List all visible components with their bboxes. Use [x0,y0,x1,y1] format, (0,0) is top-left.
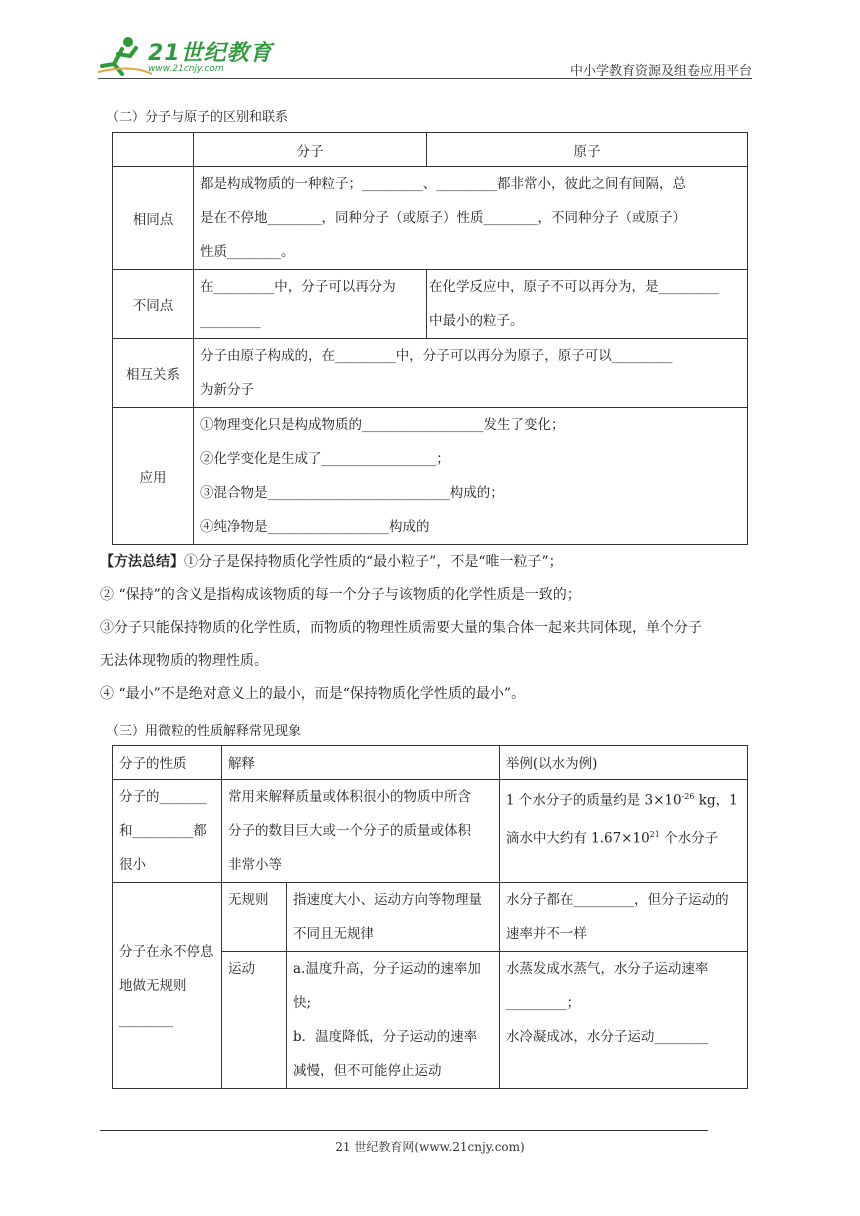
method-text: ①分子是保持物质化学性质的“最小粒子”，不是“唯一粒子”； [184,554,563,570]
particle-properties-table [112,745,748,1089]
row-diff-label: 不同点 [113,270,194,339]
row2-sub1-example [499,883,747,952]
row2-property-line: 地做无规则 [119,977,187,994]
row-application-label: 应用 [113,408,194,545]
header-divider [98,78,752,79]
logo-url: www.21cnjy.com [148,64,224,74]
method-line-3a: ③分子只能保持物质的化学性质，而物质的物理性质需要大量的集合体一起来共同体现，单个分子 [100,620,702,636]
row1-property-line: 分子的_______ [119,789,207,805]
row-relation-line: 为新分子 [200,382,254,398]
row2-property [113,883,222,1089]
page-header [0,0,860,90]
row2-sub2-expl-line: a.温度升高，分子运动的速率加 [293,961,481,977]
row-same-line: 是在不停地________，同种分子（或原子）性质________，不同种分子（或原子） [200,210,686,226]
molecule-atom-table [112,132,748,545]
row2-sub1-label [222,883,287,952]
row2-property-line: 分子在永不停息 [119,943,214,960]
row-same-line: 性质________。 [200,244,295,260]
row2-sub1-text: 无规则 [228,892,269,908]
row-diff-line: _________ [200,313,261,329]
row2-sub1-ex-line: 速率并不一样 [505,926,587,942]
row2-sub2-ex-line: _________； [505,995,581,1011]
row-same-label: 相同点 [113,167,194,270]
row-diff-line: 中最小的粒子。 [429,313,524,329]
row-relation-line: 分子由原子构成的，在_________中，分子可以再分为原子，原子可以_________ [200,348,673,364]
row-application-content [194,408,748,545]
row1-example-line: 滴水中大约有 $1.67\times 10^{21}$ 个水分子 [505,829,719,846]
row-application-line: ④纯净物是__________________构成的 [200,519,430,535]
row-diff-line: 在_________中，分子可以再分为 [200,279,396,295]
col-header-explanation: 解释 [222,746,500,780]
row-diff-molecule [194,270,427,339]
table-corner [113,133,194,167]
row2-sub1-expl-line: 指速度大小、运动方向等物理量 [293,892,482,908]
row1-example-line: 1 个水分子的质量约是 $3\times 10^{-26}$ kg，1 [505,792,738,809]
header-molecule: 分子 [194,133,427,167]
method-line-4: ④ “最小”不是绝对意义上的最小，而是“保持物质化学性质的最小”。 [100,686,526,702]
row2-sub2-example [499,952,747,1089]
row2-sub2-text: 运动 [228,961,255,977]
logo-text: 21世纪教育 [148,41,273,66]
row-same-line: 都是构成物质的一种粒子；_________、_________都非常小，彼此之间有间隔，总 [200,176,686,192]
row2-sub2-ex-line: 水蒸发成水蒸气，水分子运动速率 [505,961,709,977]
row1-property-line: 很小 [119,857,146,873]
method-line-1 [100,552,563,572]
section2-title: （二）分子与原子的区别和联系 [106,110,289,125]
method-line-2: ② “保持”的含义是指构成该物质的每一个分子与该物质的化学性质是一致的； [100,587,581,603]
row2-sub2-explanation [287,952,500,1089]
row2-sub2-label [222,952,287,1089]
method-line-3b: 无法体现物质的物理性质。 [100,653,268,669]
row2-sub1-ex-line: 水分子都在_________，但分子运动的 [505,892,729,908]
platform-title: 中小学教育资源及组卷应用平台 [569,64,752,79]
row2-sub2-expl-line: 快; [293,995,312,1011]
row2-sub1-explanation [287,883,500,952]
row1-explanation-line: 常用来解释质量或体积很小的物质中所含 [228,789,471,805]
row-relation-label: 相互关系 [113,339,194,408]
row-same-content [194,167,748,270]
footer-text: 21 世纪教育网(www.21cnjy.com) [335,1140,525,1154]
row2-sub1-expl-line: 不同且无规律 [293,926,374,942]
row1-property-line: 和_________都 [119,823,207,839]
row-relation-content [194,339,748,408]
col-header-example: 举例(以水为例) [499,746,747,780]
row2-sub2-expl-line: b．温度降低，分子运动的速率 [293,1029,478,1045]
row-diff-atom [427,270,748,339]
header-atom: 原子 [427,133,748,167]
row-application-line: ①物理变化只是构成物质的__________________发生了变化； [200,417,565,433]
row2-sub2-expl-line: 减慢，但不可能停止运动 [293,1063,442,1079]
row2-sub2-ex-line: 水冷凝成冰，水分子运动________ [505,1029,709,1045]
row-application-line: ②化学变化是生成了_________________； [200,451,450,467]
row1-example [499,780,747,883]
row-diff-line: 在化学反应中，原子不可以再分为，是_________ [429,279,720,295]
section3-title: （三）用微粒的性质解释常见现象 [106,724,302,739]
row2-property-line: ________ [119,1011,173,1028]
row1-explanation-line: 分子的数目巨大或一个分子的质量或体积 [228,823,471,839]
footer-divider [100,1130,708,1131]
row1-explanation-line: 非常小等 [228,857,282,873]
row1-property [113,780,222,883]
row1-explanation [222,780,500,883]
row-application-line: ③混合物是___________________________构成的； [200,485,504,501]
method-label: 【方法总结】 [100,554,184,570]
col-header-property: 分子的性质 [113,746,222,780]
